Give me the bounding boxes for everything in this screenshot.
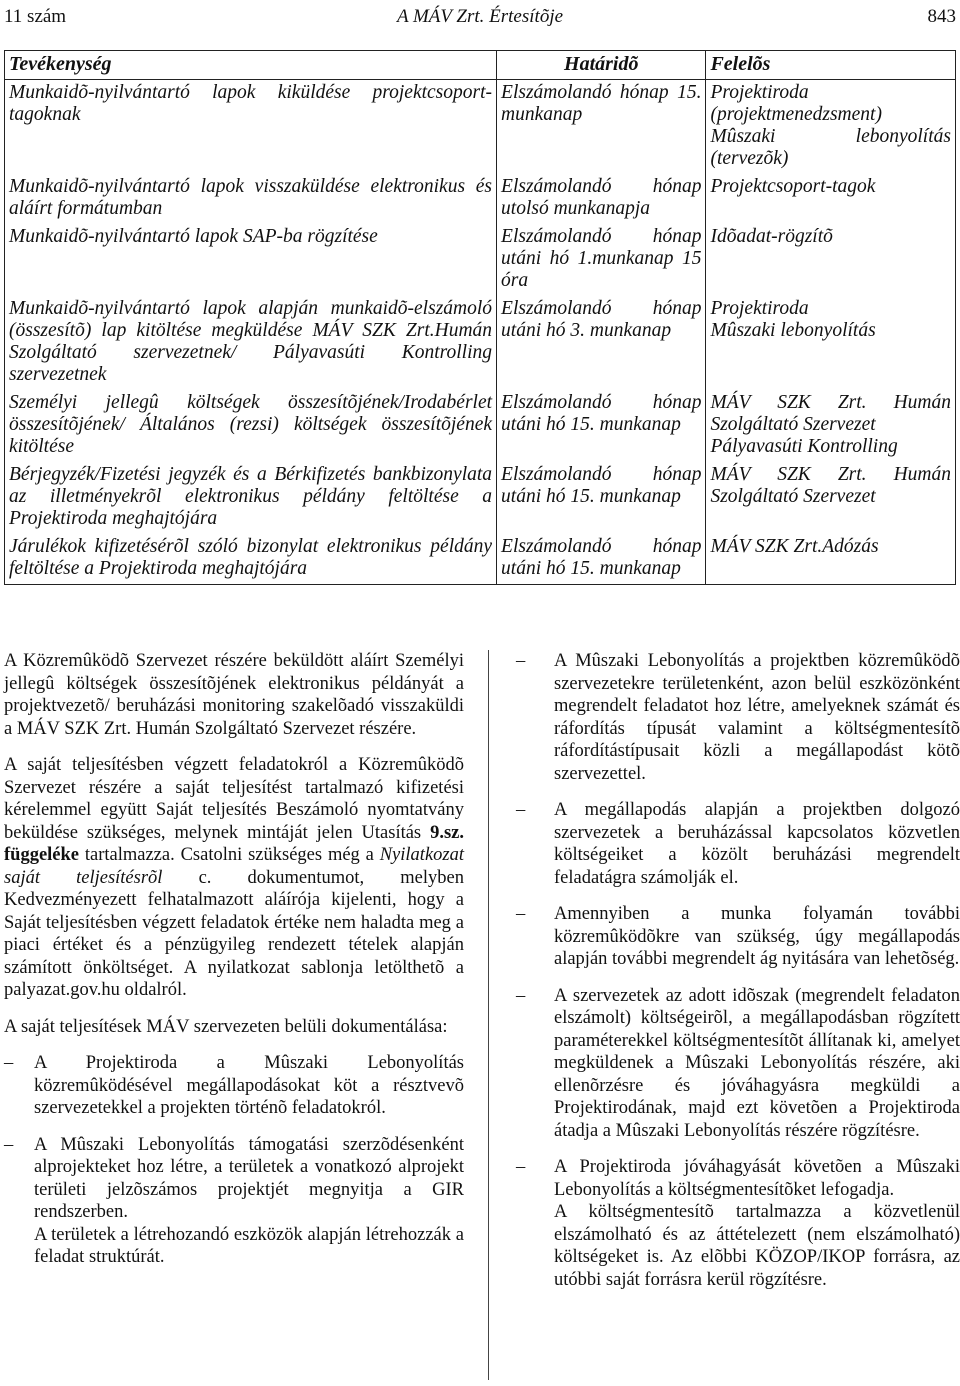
responsible-cell	[706, 534, 956, 585]
list-item-text: – A szervezetek az adott idõszak (megrendelt feladaton elszámolt) költségeirõl, a megállapodásban rögzített paraméterekkel költségmentesítõt állítanak ki, amelyet megküldenek a Mûszaki Lebonyolítás részére, aki ellenõrzésre és jóváhagyásra megküldi a Projektirodának, majd ezt követõen a Projektiroda átadja a Mûszaki Lebonyolítás részére rögzítésre.	[554, 985, 960, 1141]
list-item-text: – A Mûszaki Lebonyolítás támogatási szerzõdésenként alprojekteket hoz létre, a területek a vonatkozó alprojekt területi jelzõszámos projektjét megnyitja a GIR rendszerben.	[34, 1134, 464, 1222]
table-row	[5, 534, 956, 585]
activity-cell: Munkaidõ-nyilvántartó lapok kiküldése projektcsoport-tagoknak	[5, 80, 497, 175]
responsible-line: Pályavasúti Kontrolling	[710, 436, 898, 457]
deadline-cell: Elszámolandó hónap utáni hó 15. munkanap	[497, 534, 706, 585]
activity-table	[4, 50, 956, 585]
text-run: tartalmazza. Csatolni szükséges még a	[79, 845, 380, 865]
activity-cell: Munkaidõ-nyilvántartó lapok alapján munkaidõ-elszámoló (összesítõ) lap kitöltése megküldése MÁV SZK Zrt.Humán Szolgáltató szervezetnek/ Pályavasúti Kontrolling szervezetnek	[5, 296, 497, 390]
responsible-cell	[706, 296, 956, 390]
list-item-text: – A Projektiroda a Mûszaki Lebonyolítás közremûködésével megállapodásokat köt a résztvevõ szervezetekkel a projekten történõ feladatokról.	[34, 1053, 464, 1118]
responsible-line: Idõadat-rögzítõ	[710, 226, 833, 247]
responsible-line: Projektcsoport-tagok	[710, 176, 876, 197]
bold-reference: 9.sz. függeléke	[4, 822, 464, 865]
responsible-cell	[706, 174, 956, 224]
table-row	[5, 390, 956, 462]
column-header-deadline: Határidõ	[497, 51, 706, 80]
table-row	[5, 80, 956, 175]
responsible-line: MÁV SZK Zrt. Humán Szolgáltató Szervezet	[710, 392, 951, 435]
dash-list-item	[516, 1156, 960, 1291]
journal-title: A MÁV Zrt. Értesítõje	[396, 6, 564, 27]
table-row	[5, 462, 956, 534]
dash-list-item	[516, 985, 960, 1143]
text-run: c. dokumentumot, melyben Kedvezményezett felhatalmazott aláírója kijelenti, hogy a Saját teljesítésben végzett feladatok értéke nem haladta meg a piaci értéket és a pénzügyileg rendezett tételek alapján számított önköltséget. A nyilatkozat sablonja letölthetõ a palyazat.gov.hu oldalról.	[4, 867, 464, 1000]
responsible-line: Projektiroda (projektmenedzsment)	[710, 82, 882, 125]
dash-list-item	[516, 903, 960, 971]
activity-cell: Bérjegyzék/Fizetési jegyzék és a Bérkifizetés bankbizonylata az illetményekrõl elektronikus példány feltöltése a Projektiroda meghajtójára	[5, 462, 497, 534]
list-item-text: – Amennyiben a munka folyamán további közremûködõkre van szükség, úgy megállapodás alapján további megrendelt ág nyitására van lehetõség.	[554, 904, 960, 969]
activity-cell: Munkaidõ-nyilvántartó lapok visszaküldése elektronikus és aláírt formátumban	[5, 174, 497, 224]
table-header-row	[5, 51, 956, 80]
deadline-cell: Elszámolandó hónap utáni hó 15. munkanap	[497, 462, 706, 534]
page-issue: 11 szám	[4, 6, 67, 27]
deadline-cell: Elszámolandó hónap utáni hó 15. munkanap	[497, 390, 706, 462]
deadline-cell: Elszámolandó hónap 15. munkanap	[497, 80, 706, 175]
page-number: 843	[927, 6, 956, 27]
responsible-line: Mûszaki lebonyolítás (tervezõk)	[710, 126, 951, 169]
responsible-line: MÁV SZK Zrt.Adózás	[710, 536, 879, 557]
activity-cell: Munkaidõ-nyilvántartó lapok SAP-ba rögzítése	[5, 224, 497, 296]
responsible-line: MÁV SZK Zrt. Humán Szolgáltató Szervezet	[710, 464, 951, 507]
list-item-text: – A Projektiroda jóváhagyását követõen a Mûszaki Lebonyolítás a költségmentesítõket lefogadja.	[554, 1157, 960, 1200]
responsible-cell	[706, 80, 956, 175]
deadline-cell: Elszámolandó hónap utáni hó 1.munkanap 15 óra	[497, 224, 706, 296]
responsible-cell	[706, 462, 956, 534]
text-run: A saját teljesítésben végzett feladatokról a Közremûködõ Szervezet részére a saját teljesítést tartalmazó kifizetési kérelemmel együtt Saját teljesítés Beszámoló nyomtatvány beküldése szükséges, melynek mintáját jelen Utasítás	[4, 755, 464, 843]
responsible-cell	[706, 390, 956, 462]
right-column	[516, 650, 960, 1305]
activity-cell: Járulékok kifizetésérõl szóló bizonylat elektronikus példány feltöltése a Projektiroda meghajtójára	[5, 534, 497, 585]
dash-list-item	[516, 650, 960, 785]
list-item-text: A költségmentesítõ tartalmazza a közvetlenül elszámolható és az áttételezett (nem elszámolható) költségeket is. Az elõbbi KÖZOP/IKOP forrásra, az utóbbi saját forrásra kerül rögzítésre.	[554, 1202, 960, 1290]
italic-reference: Nyilatkozat saját teljesítésrõl	[4, 845, 464, 888]
table-row	[5, 174, 956, 224]
deadline-cell: Elszámolandó hónap utáni hó 3. munkanap	[497, 296, 706, 390]
column-header-activity: Tevékenység	[5, 51, 497, 80]
responsible-line: Mûszaki lebonyolítás	[710, 320, 876, 341]
list-item-text: – A megállapodás alapján a projektben dolgozó szervezetek a beruházással kapcsolatos közvetlen költségeiket a közölt beruházási megrendelt feladatágra számolják el.	[554, 800, 960, 888]
column-header-responsible: Felelõs	[706, 51, 956, 80]
responsible-line: Projektiroda	[710, 298, 809, 319]
table-row	[5, 296, 956, 390]
dash-list-item	[4, 1134, 464, 1269]
running-header	[4, 6, 956, 30]
paragraph	[4, 754, 464, 1002]
left-column	[4, 650, 464, 1283]
dash-list-item	[4, 1052, 464, 1120]
paragraph: A saját teljesítések MÁV szervezeten belüli dokumentálása:	[4, 1016, 448, 1037]
dash-list-item	[516, 799, 960, 889]
activity-cell: Személyi jellegû költségek összesítõjének/Irodabérlet összesítõjének/ Általános (rezsi) költségek összesítõjének kitöltése	[5, 390, 497, 462]
list-item-text: – A Mûszaki Lebonyolítás a projektben közremûködõ szervezetekre területenként, azon belül eszközönként megrendelt feladatot hoz létre, amelyeknek számát és ráfordítás típusát valamint a költségmentesítõ ráfordítástípusait közli a megállapodást kötõ szervezettel.	[554, 651, 960, 784]
table-row	[5, 224, 956, 296]
column-divider	[488, 650, 489, 1380]
deadline-cell: Elszámolandó hónap utolsó munkanapja	[497, 174, 706, 224]
responsible-cell	[706, 224, 956, 296]
paragraph: A Közremûködõ Szervezet részére beküldött aláírt Személyi jellegû költségek összesítõjének elektronikus példányát a projektvezetõ/ beruházási monitoring szakelõadó visszaküldi a MÁV SZK Zrt. Humán Szolgáltató Szervezet részére.	[4, 651, 464, 739]
list-item-text: A területek a létrehozandó eszközök alapján létrehozzák a feladat struktúrát.	[34, 1224, 464, 1267]
